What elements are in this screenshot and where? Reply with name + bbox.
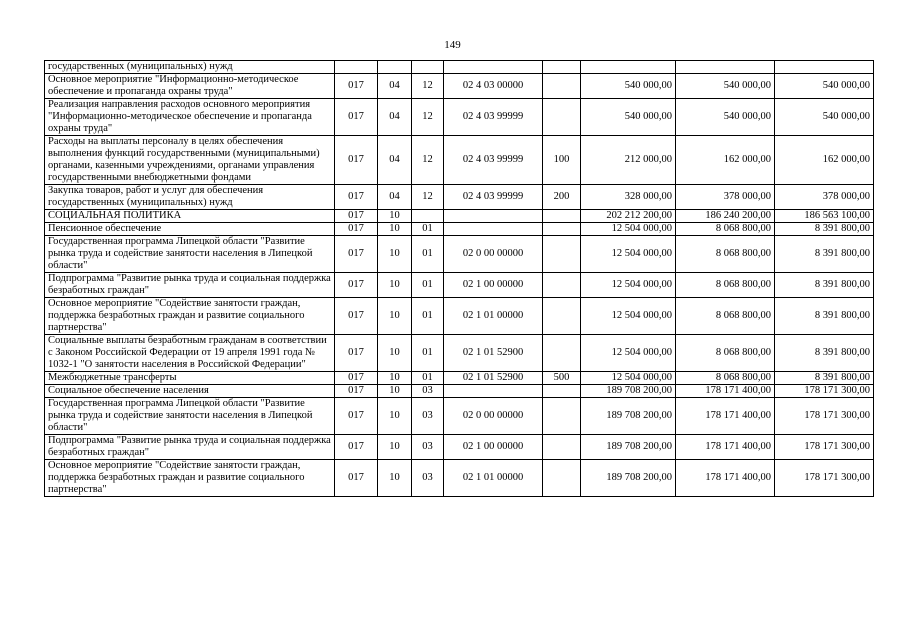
amount-year-3: 178 171 300,00: [775, 385, 874, 398]
amount-year-3: 186 563 100,00: [775, 210, 874, 223]
table-row: [45, 223, 874, 236]
section-code: 10: [378, 223, 412, 236]
expense-type-code: [543, 74, 581, 99]
amount-year-3: 8 391 800,00: [775, 223, 874, 236]
target-item-code: 02 4 03 99999: [444, 136, 543, 185]
amount-year-1: 12 504 000,00: [581, 298, 676, 335]
amount-year-1: 328 000,00: [581, 185, 676, 210]
subsection-code: 01: [412, 372, 444, 385]
amount-year-1: 202 212 200,00: [581, 210, 676, 223]
section-code: 04: [378, 99, 412, 136]
section-code: 04: [378, 74, 412, 99]
section-code: 10: [378, 210, 412, 223]
expense-type-code: [543, 335, 581, 372]
table-row: [45, 372, 874, 385]
amount-year-1: 12 504 000,00: [581, 273, 676, 298]
row-description: СОЦИАЛЬНАЯ ПОЛИТИКА: [45, 210, 335, 223]
subsection-code: [412, 61, 444, 74]
target-item-code: 02 1 01 52900: [444, 372, 543, 385]
ministry-code: 017: [335, 185, 378, 210]
page-number: 149: [444, 39, 461, 51]
ministry-code: 017: [335, 298, 378, 335]
amount-year-2: 186 240 200,00: [676, 210, 775, 223]
amount-year-1: 189 708 200,00: [581, 385, 676, 398]
subsection-code: 01: [412, 335, 444, 372]
amount-year-1: 212 000,00: [581, 136, 676, 185]
section-code: 10: [378, 298, 412, 335]
amount-year-3: 540 000,00: [775, 74, 874, 99]
amount-year-1: 189 708 200,00: [581, 398, 676, 435]
row-description: Основное мероприятие "Содействие занятости граждан, поддержка безработных граждан и развитие социального партнерства": [45, 298, 335, 335]
target-item-code: 02 4 03 99999: [444, 99, 543, 136]
amount-year-1: 12 504 000,00: [581, 372, 676, 385]
subsection-code: 12: [412, 74, 444, 99]
amount-year-2: 8 068 800,00: [676, 298, 775, 335]
subsection-code: 12: [412, 99, 444, 136]
subsection-code: 01: [412, 223, 444, 236]
amount-year-3: [775, 61, 874, 74]
amount-year-2: 178 171 400,00: [676, 435, 775, 460]
row-description: Основное мероприятие "Содействие занятости граждан, поддержка безработных граждан и развитие социального партнерства": [45, 460, 335, 497]
expense-type-code: 100: [543, 136, 581, 185]
section-code: 10: [378, 435, 412, 460]
amount-year-3: 178 171 300,00: [775, 435, 874, 460]
amount-year-1: 540 000,00: [581, 99, 676, 136]
table-row: [45, 460, 874, 497]
amount-year-1: 12 504 000,00: [581, 236, 676, 273]
ministry-code: 017: [335, 74, 378, 99]
amount-year-2: 8 068 800,00: [676, 372, 775, 385]
amount-year-1: 189 708 200,00: [581, 460, 676, 497]
expense-type-code: [543, 385, 581, 398]
target-item-code: 02 0 00 00000: [444, 398, 543, 435]
subsection-code: 01: [412, 298, 444, 335]
row-description: государственных (муниципальных) нужд: [45, 61, 335, 74]
amount-year-3: 8 391 800,00: [775, 273, 874, 298]
section-code: 10: [378, 460, 412, 497]
amount-year-2: 178 171 400,00: [676, 385, 775, 398]
amount-year-3: 8 391 800,00: [775, 372, 874, 385]
budget-table: [44, 60, 874, 497]
expense-type-code: [543, 99, 581, 136]
ministry-code: 017: [335, 435, 378, 460]
table-row: [45, 74, 874, 99]
ministry-code: 017: [335, 372, 378, 385]
amount-year-3: 378 000,00: [775, 185, 874, 210]
row-description: Расходы на выплаты персоналу в целях обеспечения выполнения функций государственными (муниципальными) органами, казенными учреждениями, органами управления государственными внебюджетными фондами: [45, 136, 335, 185]
section-code: 04: [378, 185, 412, 210]
target-item-code: [444, 223, 543, 236]
section-code: 04: [378, 136, 412, 185]
table-row: [45, 185, 874, 210]
section-code: 10: [378, 385, 412, 398]
amount-year-3: 8 391 800,00: [775, 335, 874, 372]
expense-type-code: [543, 61, 581, 74]
amount-year-1: 189 708 200,00: [581, 435, 676, 460]
target-item-code: 02 1 01 00000: [444, 460, 543, 497]
ministry-code: 017: [335, 385, 378, 398]
expense-type-code: 200: [543, 185, 581, 210]
row-description: Закупка товаров, работ и услуг для обеспечения государственных (муниципальных) нужд: [45, 185, 335, 210]
section-code: 10: [378, 335, 412, 372]
row-description: Основное мероприятие "Информационно-методическое обеспечение и пропаганда охраны труда": [45, 74, 335, 99]
expense-type-code: [543, 223, 581, 236]
amount-year-2: 8 068 800,00: [676, 273, 775, 298]
row-description: Государственная программа Липецкой области "Развитие рынка труда и содействие занятости населения в Липецкой области": [45, 236, 335, 273]
table-row: [45, 210, 874, 223]
subsection-code: 03: [412, 435, 444, 460]
amount-year-2: 8 068 800,00: [676, 223, 775, 236]
row-description: Межбюджетные трансферты: [45, 372, 335, 385]
amount-year-3: 8 391 800,00: [775, 298, 874, 335]
ministry-code: 017: [335, 99, 378, 136]
table-row: [45, 61, 874, 74]
expense-type-code: [543, 460, 581, 497]
amount-year-2: [676, 61, 775, 74]
expense-type-code: 500: [543, 372, 581, 385]
subsection-code: 01: [412, 236, 444, 273]
section-code: 10: [378, 236, 412, 273]
amount-year-2: 178 171 400,00: [676, 398, 775, 435]
ministry-code: 017: [335, 236, 378, 273]
expense-type-code: [543, 210, 581, 223]
expense-type-code: [543, 273, 581, 298]
subsection-code: 03: [412, 460, 444, 497]
target-item-code: 02 4 03 00000: [444, 74, 543, 99]
subsection-code: [412, 210, 444, 223]
table-row: [45, 298, 874, 335]
subsection-code: 03: [412, 385, 444, 398]
amount-year-1: 12 504 000,00: [581, 335, 676, 372]
amount-year-2: 540 000,00: [676, 74, 775, 99]
amount-year-1: 12 504 000,00: [581, 223, 676, 236]
target-item-code: 02 0 00 00000: [444, 236, 543, 273]
subsection-code: 12: [412, 136, 444, 185]
expense-type-code: [543, 236, 581, 273]
ministry-code: 017: [335, 273, 378, 298]
ministry-code: [335, 61, 378, 74]
target-item-code: 02 1 01 52900: [444, 335, 543, 372]
target-item-code: [444, 385, 543, 398]
target-item-code: 02 1 01 00000: [444, 298, 543, 335]
row-description: Социальные выплаты безработным гражданам в соответствии с Законом Российской Федерации от 19 апреля 1991 года № 1032-1 "О занятости населения в Российской Федерации": [45, 335, 335, 372]
target-item-code: 02 4 03 99999: [444, 185, 543, 210]
section-code: 10: [378, 273, 412, 298]
amount-year-2: 8 068 800,00: [676, 335, 775, 372]
amount-year-3: 178 171 300,00: [775, 460, 874, 497]
ministry-code: 017: [335, 335, 378, 372]
amount-year-1: [581, 61, 676, 74]
table-row: [45, 435, 874, 460]
section-code: [378, 61, 412, 74]
expense-type-code: [543, 435, 581, 460]
ministry-code: 017: [335, 460, 378, 497]
row-description: Социальное обеспечение населения: [45, 385, 335, 398]
amount-year-2: 162 000,00: [676, 136, 775, 185]
table-row: [45, 273, 874, 298]
ministry-code: 017: [335, 136, 378, 185]
amount-year-3: 162 000,00: [775, 136, 874, 185]
subsection-code: 03: [412, 398, 444, 435]
target-item-code: 02 1 00 00000: [444, 273, 543, 298]
section-code: 10: [378, 398, 412, 435]
amount-year-1: 540 000,00: [581, 74, 676, 99]
table-row: [45, 99, 874, 136]
subsection-code: 01: [412, 273, 444, 298]
table-row: [45, 335, 874, 372]
amount-year-3: 8 391 800,00: [775, 236, 874, 273]
row-description: Подпрограмма "Развитие рынка труда и социальная поддержка безработных граждан": [45, 273, 335, 298]
target-item-code: [444, 210, 543, 223]
target-item-code: 02 1 00 00000: [444, 435, 543, 460]
amount-year-3: 540 000,00: [775, 99, 874, 136]
row-description: Пенсионное обеспечение: [45, 223, 335, 236]
table-row: [45, 385, 874, 398]
table-row: [45, 136, 874, 185]
expense-type-code: [543, 398, 581, 435]
expense-type-code: [543, 298, 581, 335]
amount-year-2: 8 068 800,00: [676, 236, 775, 273]
ministry-code: 017: [335, 223, 378, 236]
ministry-code: 017: [335, 210, 378, 223]
table-row: [45, 398, 874, 435]
ministry-code: 017: [335, 398, 378, 435]
table-row: [45, 236, 874, 273]
subsection-code: 12: [412, 185, 444, 210]
row-description: Реализация направления расходов основного мероприятия "Информационно-методическое обеспечение и пропаганда охраны труда": [45, 99, 335, 136]
target-item-code: [444, 61, 543, 74]
amount-year-3: 178 171 300,00: [775, 398, 874, 435]
amount-year-2: 178 171 400,00: [676, 460, 775, 497]
amount-year-2: 378 000,00: [676, 185, 775, 210]
amount-year-2: 540 000,00: [676, 99, 775, 136]
row-description: Государственная программа Липецкой области "Развитие рынка труда и содействие занятости населения в Липецкой области": [45, 398, 335, 435]
section-code: 10: [378, 372, 412, 385]
row-description: Подпрограмма "Развитие рынка труда и социальная поддержка безработных граждан": [45, 435, 335, 460]
